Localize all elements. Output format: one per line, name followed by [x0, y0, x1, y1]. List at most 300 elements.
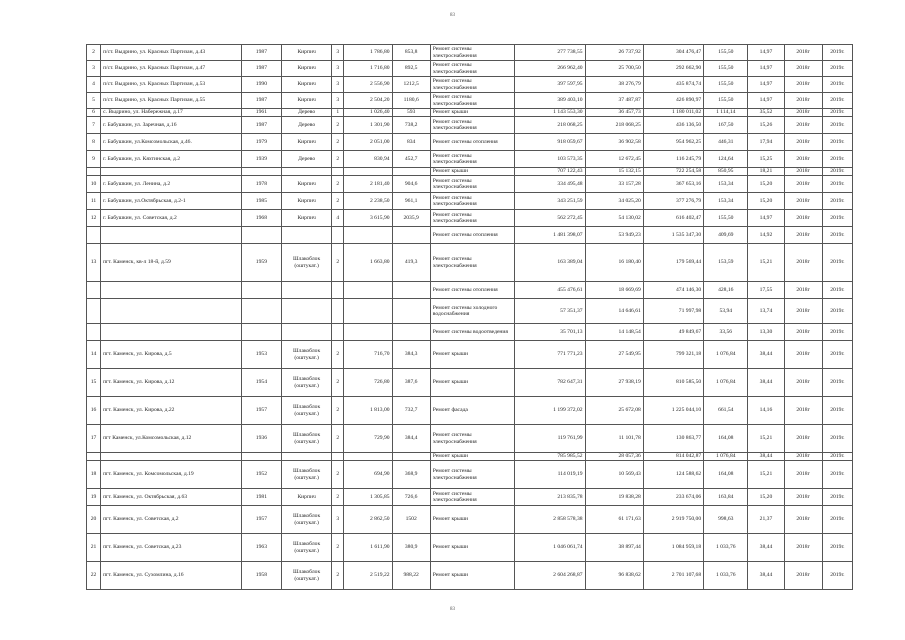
plan-year-cell: 2018г [784, 168, 822, 176]
cost-cell: 562 272,45 [515, 210, 585, 227]
residential-area-cell: 384,4 [392, 425, 430, 453]
address-cell [101, 227, 242, 244]
row-number: 10 [87, 176, 101, 193]
work-type-cell: Ремонт крыши [430, 562, 514, 590]
cost-cell: 266 962,40 [515, 61, 585, 77]
work-type-cell: Ремонт системы отопления [430, 227, 514, 244]
material-cell: Шлакоблок (оштукат.) [282, 425, 332, 453]
year-cell: 1987 [241, 93, 281, 109]
plan-year-cell: 2018г [784, 341, 822, 369]
plan-year-cell: 2018г [784, 151, 822, 168]
housing-repair-table [86, 44, 853, 590]
total-cost-cell: 377 276,79 [643, 193, 703, 210]
year-cell: 1936 [241, 425, 281, 453]
total-cost-cell: 426 890,97 [643, 93, 703, 109]
area-cell: 2 181,40 [344, 176, 392, 193]
residential-area-cell [392, 168, 430, 176]
unit-control-cost-cell: 14,97 [748, 45, 784, 61]
floors-cell: 2 [332, 562, 344, 590]
table-row [87, 425, 853, 453]
unit-cost-cell: 1 033,76 [704, 534, 748, 562]
year-cell: 1957 [241, 397, 281, 425]
residential-area-cell: 988,22 [392, 562, 430, 590]
address-cell: г. Бабушкин, ул. Заречная, д.16 [101, 117, 242, 134]
unit-cost-cell: 1 076,84 [704, 341, 748, 369]
row-number: 20 [87, 506, 101, 534]
unit-cost-cell: 153,34 [704, 176, 748, 193]
material-cell: Шлакоблок (оштукат.) [282, 562, 332, 590]
finish-year-cell: 2019г. [822, 489, 852, 506]
plan-year-cell: 2018г [784, 324, 822, 341]
control-cost-cell: 36 457,73 [585, 109, 643, 117]
floors-cell: 2 [332, 369, 344, 397]
floors-cell [332, 453, 344, 461]
unit-cost-cell: 155,50 [704, 45, 748, 61]
control-cost-cell: 10 569,43 [585, 461, 643, 489]
work-type-cell: Ремонт системы отопления [430, 282, 514, 299]
area-cell [344, 168, 392, 176]
finish-year-cell: 2019г. [822, 244, 852, 282]
total-cost-cell: 436 136,50 [643, 117, 703, 134]
address-cell: пгт. Каменск, ул. Кирова, д.22 [101, 397, 242, 425]
unit-cost-cell: 155,50 [704, 61, 748, 77]
row-number [87, 282, 101, 299]
area-cell: 1 813,00 [344, 397, 392, 425]
table-row [87, 210, 853, 227]
control-cost-cell: 28 057,36 [585, 453, 643, 461]
material-cell [282, 227, 332, 244]
material-cell: Кирпич [282, 61, 332, 77]
material-cell [282, 168, 332, 176]
floors-cell: 2 [332, 425, 344, 453]
row-number: 9 [87, 151, 101, 168]
unit-control-cost-cell: 14,97 [748, 93, 784, 109]
plan-year-cell: 2018г [784, 93, 822, 109]
year-cell: 1979 [241, 134, 281, 151]
area-cell: 1 786,80 [344, 45, 392, 61]
plan-year-cell: 2018г [784, 109, 822, 117]
plan-year-cell: 2018г [784, 299, 822, 324]
row-number: 17 [87, 425, 101, 453]
floors-cell: 2 [332, 341, 344, 369]
material-cell: Шлакоблок (оштукат.) [282, 534, 332, 562]
plan-year-cell: 2018г [784, 425, 822, 453]
table-row [87, 77, 853, 93]
table-row [87, 244, 853, 282]
year-cell: 1981 [241, 489, 281, 506]
control-cost-cell: 16 180,40 [585, 244, 643, 282]
floors-cell: 2 [332, 134, 344, 151]
row-number [87, 324, 101, 341]
plan-year-cell: 2018г [784, 45, 822, 61]
cost-cell: 1 199 372,02 [515, 397, 585, 425]
unit-control-cost-cell: 14,97 [748, 210, 784, 227]
unit-cost-cell: 998,63 [704, 506, 748, 534]
address-cell [101, 324, 242, 341]
plan-year-cell: 2018г [784, 193, 822, 210]
address-cell [101, 168, 242, 176]
finish-year-cell: 2019г. [822, 562, 852, 590]
plan-year-cell: 2018г [784, 369, 822, 397]
row-number: 21 [87, 534, 101, 562]
unit-control-cost-cell: 14,97 [748, 61, 784, 77]
material-cell: Шлакоблок (оштукат.) [282, 506, 332, 534]
residential-area-cell: 904,6 [392, 176, 430, 193]
plan-year-cell: 2018г [784, 506, 822, 534]
cost-cell: 1 481 398,07 [515, 227, 585, 244]
area-cell [344, 299, 392, 324]
cost-cell: 213 835,78 [515, 489, 585, 506]
area-cell: 1 305,85 [344, 489, 392, 506]
table-row [87, 341, 853, 369]
plan-year-cell: 2018г [784, 244, 822, 282]
total-cost-cell: 130 863,77 [643, 425, 703, 453]
floors-cell: 2 [332, 461, 344, 489]
total-cost-cell: 1 225 044,10 [643, 397, 703, 425]
year-cell: 1961 [241, 109, 281, 117]
unit-cost-cell: 428,16 [704, 282, 748, 299]
address-cell: п/ст. Выдрино, ул. Красных Партизан, д.47 [101, 61, 242, 77]
control-cost-cell: 27 938,19 [585, 369, 643, 397]
total-cost-cell: 1 180 011,02 [643, 109, 703, 117]
floors-cell: 2 [332, 151, 344, 168]
address-cell [101, 453, 242, 461]
row-number: 13 [87, 244, 101, 282]
total-cost-cell: 1 084 959,18 [643, 534, 703, 562]
material-cell: Шлакоблок (оштукат.) [282, 369, 332, 397]
unit-cost-cell: 1 076,84 [704, 369, 748, 397]
unit-control-cost-cell: 15,20 [748, 176, 784, 193]
area-cell: 729,90 [344, 425, 392, 453]
work-type-cell: Ремонт системы холодного водоснабжения [430, 299, 514, 324]
finish-year-cell: 2019г. [822, 506, 852, 534]
address-cell: г. Бабушкин, ул.Октябрьская, д.2-1 [101, 193, 242, 210]
table-row [87, 461, 853, 489]
cost-cell: 397 597,95 [515, 77, 585, 93]
area-cell [344, 282, 392, 299]
table-row [87, 151, 853, 168]
year-cell: 1990 [241, 77, 281, 93]
plan-year-cell: 2018г [784, 282, 822, 299]
area-cell [344, 453, 392, 461]
unit-control-cost-cell: 13,30 [748, 324, 784, 341]
floors-cell: 2 [332, 193, 344, 210]
work-type-cell: Ремонт крыши [430, 109, 514, 117]
area-cell: 2 504,20 [344, 93, 392, 109]
row-number: 15 [87, 369, 101, 397]
table-row [87, 453, 853, 461]
address-cell: г. Бабушкин, ул.Комсомольская, д.46. [101, 134, 242, 151]
finish-year-cell: 2019г. [822, 425, 852, 453]
material-cell: Кирпич [282, 210, 332, 227]
material-cell: Кирпич [282, 193, 332, 210]
total-cost-cell: 2 701 107,68 [643, 562, 703, 590]
unit-control-cost-cell: 15,26 [748, 117, 784, 134]
cost-cell: 2 604 268,87 [515, 562, 585, 590]
unit-cost-cell: 33,56 [704, 324, 748, 341]
table-row [87, 45, 853, 61]
area-cell: 830,94 [344, 151, 392, 168]
year-cell: 1952 [241, 461, 281, 489]
material-cell: Кирпич [282, 93, 332, 109]
plan-year-cell: 2018г [784, 210, 822, 227]
work-type-cell: Ремонт крыши [430, 341, 514, 369]
unit-cost-cell: 167,50 [704, 117, 748, 134]
row-number: 4 [87, 77, 101, 93]
total-cost-cell: 814 042,87 [643, 453, 703, 461]
table-row [87, 109, 853, 117]
row-number [87, 299, 101, 324]
address-cell: пгт. Каменск, ул. Октябрьская, д.63 [101, 489, 242, 506]
table-row [87, 168, 853, 176]
unit-control-cost-cell: 35,52 [748, 109, 784, 117]
total-cost-cell: 435 874,74 [643, 77, 703, 93]
control-cost-cell: 15 132,15 [585, 168, 643, 176]
floors-cell: 3 [332, 61, 344, 77]
row-number: 16 [87, 397, 101, 425]
year-cell: 1987 [241, 45, 281, 61]
table-row [87, 397, 853, 425]
cost-cell: 389 403,10 [515, 93, 585, 109]
year-cell: 1959 [241, 244, 281, 282]
page-number-top: 83 [450, 13, 455, 18]
floors-cell: 3 [332, 93, 344, 109]
table-row [87, 61, 853, 77]
cost-cell: 163 389,04 [515, 244, 585, 282]
work-type-cell: Ремонт системы электроснабжения [430, 193, 514, 210]
unit-cost-cell: 446,31 [704, 134, 748, 151]
year-cell: 1987 [241, 61, 281, 77]
control-cost-cell: 12 672,45 [585, 151, 643, 168]
area-cell: 726,80 [344, 369, 392, 397]
unit-cost-cell: 53,94 [704, 299, 748, 324]
address-cell [101, 299, 242, 324]
row-number: 2 [87, 45, 101, 61]
table-body [87, 45, 853, 590]
cost-cell: 343 251,59 [515, 193, 585, 210]
residential-area-cell: 834 [392, 134, 430, 151]
plan-year-cell: 2018г [784, 227, 822, 244]
row-number [87, 453, 101, 461]
area-cell: 716,70 [344, 341, 392, 369]
total-cost-cell: 367 653,16 [643, 176, 703, 193]
unit-control-cost-cell: 15,21 [748, 244, 784, 282]
material-cell [282, 453, 332, 461]
unit-control-cost-cell: 38,44 [748, 341, 784, 369]
total-cost-cell: 810 585,50 [643, 369, 703, 397]
finish-year-cell: 2019г. [822, 324, 852, 341]
floors-cell: 2 [332, 397, 344, 425]
year-cell: 1985 [241, 193, 281, 210]
unit-control-cost-cell: 15,21 [748, 425, 784, 453]
residential-area-cell: 961,1 [392, 193, 430, 210]
row-number: 12 [87, 210, 101, 227]
unit-control-cost-cell: 38,44 [748, 562, 784, 590]
floors-cell: 2 [332, 489, 344, 506]
material-cell [282, 282, 332, 299]
control-cost-cell: 27 549,95 [585, 341, 643, 369]
table-row [87, 227, 853, 244]
unit-control-cost-cell: 14,16 [748, 397, 784, 425]
material-cell [282, 299, 332, 324]
floors-cell: 4 [332, 210, 344, 227]
cost-cell: 119 761,99 [515, 425, 585, 453]
total-cost-cell: 2 919 750,00 [643, 506, 703, 534]
page-number-bottom: 83 [450, 607, 455, 612]
row-number: 18 [87, 461, 101, 489]
material-cell: Шлакоблок (оштукат.) [282, 461, 332, 489]
finish-year-cell: 2019г. [822, 109, 852, 117]
unit-cost-cell: 124,64 [704, 151, 748, 168]
table-row [87, 176, 853, 193]
cost-cell: 771 771,23 [515, 341, 585, 369]
work-type-cell: Ремонт системы водоотведения [430, 324, 514, 341]
cost-cell: 334 495,48 [515, 176, 585, 193]
control-cost-cell: 61 171,63 [585, 506, 643, 534]
unit-control-cost-cell: 38,44 [748, 369, 784, 397]
unit-cost-cell: 155,50 [704, 77, 748, 93]
cost-cell: 2 858 578,38 [515, 506, 585, 534]
residential-area-cell: 853,8 [392, 45, 430, 61]
finish-year-cell: 2019г. [822, 453, 852, 461]
finish-year-cell: 2019г. [822, 534, 852, 562]
address-cell: пгт. Каменск, ул. Советская, д.2 [101, 506, 242, 534]
area-cell [344, 227, 392, 244]
control-cost-cell: 14 646,61 [585, 299, 643, 324]
table-row [87, 369, 853, 397]
total-cost-cell: 233 674,06 [643, 489, 703, 506]
plan-year-cell: 2018г [784, 489, 822, 506]
control-cost-cell: 11 101,78 [585, 425, 643, 453]
row-number: 14 [87, 341, 101, 369]
table-row [87, 489, 853, 506]
unit-cost-cell: 163,84 [704, 489, 748, 506]
floors-cell [332, 168, 344, 176]
cost-cell: 455 476,61 [515, 282, 585, 299]
year-cell: 1939 [241, 151, 281, 168]
work-type-cell: Ремонт крыши [430, 168, 514, 176]
plan-year-cell: 2018г [784, 61, 822, 77]
residential-area-cell: 2035,9 [392, 210, 430, 227]
unit-cost-cell: 155,50 [704, 93, 748, 109]
area-cell: 1 026,40 [344, 109, 392, 117]
row-number [87, 168, 101, 176]
work-type-cell: Ремонт системы электроснабжения [430, 93, 514, 109]
work-type-cell: Ремонт крыши [430, 534, 514, 562]
cost-cell: 1 143 553,30 [515, 109, 585, 117]
finish-year-cell: 2019г. [822, 77, 852, 93]
finish-year-cell: 2019г. [822, 461, 852, 489]
total-cost-cell: 722 254,58 [643, 168, 703, 176]
table-row [87, 562, 853, 590]
unit-control-cost-cell: 15,20 [748, 193, 784, 210]
year-cell: 1968 [241, 210, 281, 227]
work-type-cell: Ремонт системы электроснабжения [430, 244, 514, 282]
residential-area-cell: 452,7 [392, 151, 430, 168]
cost-cell: 35 701,13 [515, 324, 585, 341]
residential-area-cell: 732,7 [392, 397, 430, 425]
year-cell [241, 299, 281, 324]
cost-cell: 782 647,31 [515, 369, 585, 397]
address-cell: пгт. Каменск, ул. Советская, д.23 [101, 534, 242, 562]
material-cell: Дерево [282, 151, 332, 168]
work-type-cell: Ремонт системы электроснабжения [430, 77, 514, 93]
table-row [87, 282, 853, 299]
year-cell [241, 227, 281, 244]
floors-cell: 3 [332, 45, 344, 61]
address-cell: г. Бабушкин, ул. Советская, д.2 [101, 210, 242, 227]
residential-area-cell: 1212,5 [392, 77, 430, 93]
row-number: 11 [87, 193, 101, 210]
control-cost-cell: 34 025,20 [585, 193, 643, 210]
material-cell: Кирпич [282, 176, 332, 193]
control-cost-cell: 36 902,58 [585, 134, 643, 151]
unit-control-cost-cell: 38,44 [748, 453, 784, 461]
residential-area-cell: 892,5 [392, 61, 430, 77]
plan-year-cell: 2018г [784, 461, 822, 489]
work-type-cell: Ремонт системы электроснабжения [430, 176, 514, 193]
address-cell: пгт. Каменск, кв-л 18-й, д.59 [101, 244, 242, 282]
address-cell: пгт. Каменск, ул. Сухомлина, д.16 [101, 562, 242, 590]
residential-area-cell: 419,3 [392, 244, 430, 282]
unit-cost-cell: 1 076,84 [704, 453, 748, 461]
unit-control-cost-cell: 13,74 [748, 299, 784, 324]
finish-year-cell: 2019г. [822, 45, 852, 61]
year-cell: 1953 [241, 341, 281, 369]
material-cell [282, 324, 332, 341]
residential-area-cell: 368,9 [392, 461, 430, 489]
finish-year-cell: 2019г. [822, 134, 852, 151]
year-cell [241, 282, 281, 299]
address-cell: п/ст. Выдрино, ул. Красных Партизан, д.53 [101, 77, 242, 93]
residential-area-cell [392, 227, 430, 244]
row-number: 19 [87, 489, 101, 506]
area-cell: 1 716,80 [344, 61, 392, 77]
unit-control-cost-cell: 17,55 [748, 282, 784, 299]
plan-year-cell: 2018г [784, 562, 822, 590]
area-cell: 3 615,90 [344, 210, 392, 227]
table-row [87, 534, 853, 562]
unit-control-cost-cell: 15,25 [748, 151, 784, 168]
work-type-cell: Ремонт системы электроснабжения [430, 425, 514, 453]
unit-control-cost-cell: 14,92 [748, 227, 784, 244]
row-number: 5 [87, 93, 101, 109]
residential-area-cell [392, 282, 430, 299]
control-cost-cell: 54 130,02 [585, 210, 643, 227]
row-number: 7 [87, 117, 101, 134]
finish-year-cell: 2019г. [822, 397, 852, 425]
total-cost-cell: 304 476,47 [643, 45, 703, 61]
address-cell: с. Выдрино, ул. Набережная, д.17 [101, 109, 242, 117]
total-cost-cell: 116 245,79 [643, 151, 703, 168]
residential-area-cell [392, 324, 430, 341]
finish-year-cell: 2019г. [822, 176, 852, 193]
area-cell: 1 301,90 [344, 117, 392, 134]
work-type-cell: Ремонт фасада [430, 397, 514, 425]
table-row [87, 506, 853, 534]
total-cost-cell: 616 402,47 [643, 210, 703, 227]
control-cost-cell: 26 737,92 [585, 45, 643, 61]
table-row [87, 93, 853, 109]
plan-year-cell: 2018г [784, 117, 822, 134]
finish-year-cell: 2019г. [822, 227, 852, 244]
floors-cell: 3 [332, 506, 344, 534]
control-cost-cell: 18 669,69 [585, 282, 643, 299]
floors-cell [332, 227, 344, 244]
work-type-cell: Ремонт системы электроснабжения [430, 117, 514, 134]
work-type-cell: Ремонт системы электроснабжения [430, 210, 514, 227]
unit-cost-cell: 164,08 [704, 425, 748, 453]
